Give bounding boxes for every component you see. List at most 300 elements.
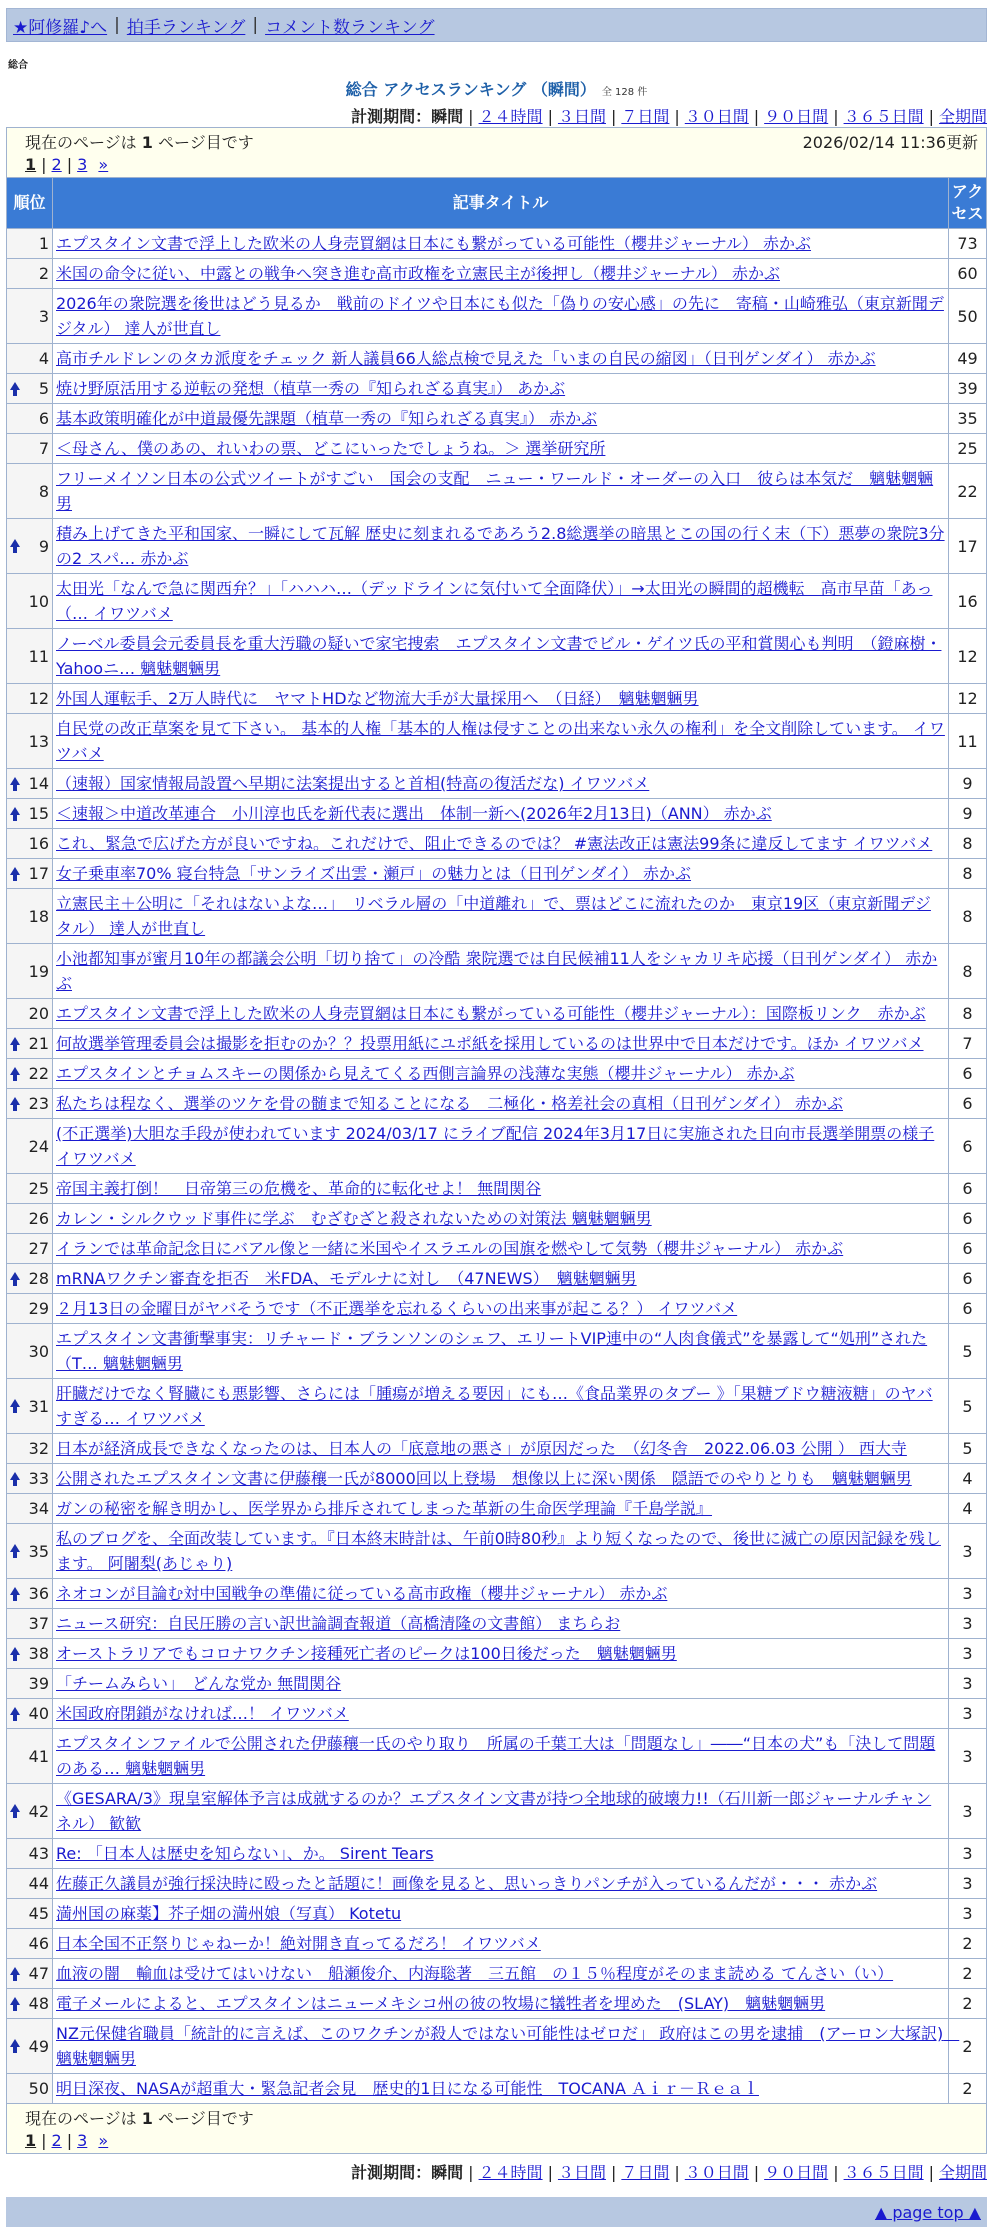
title-cell <box>53 859 949 889</box>
period-separator: | <box>753 2163 760 2182</box>
page-separator: | <box>41 2131 47 2150</box>
article-link[interactable]: 米国の命令に従い、中露との戦争へ突き進む高市政権を立憲民主が後押し（櫻井ジャーナル） 赤かぶ <box>56 264 780 283</box>
rank-cell <box>7 1524 53 1579</box>
table-row <box>7 1959 987 1989</box>
title-cell <box>53 1989 949 2019</box>
title-cell <box>53 1264 949 1294</box>
top-nav-bar <box>6 8 987 42</box>
title-cell <box>53 1899 949 1929</box>
article-link[interactable]: ガンの秘密を解き明かし、医学界から排斥されてしまった革新の生命医学理論『千島学説』 <box>56 1499 713 1518</box>
table-row <box>7 889 987 944</box>
nav-separator: | <box>114 15 120 35</box>
access-count: 6 <box>949 1234 987 1264</box>
page-link[interactable]: 3 <box>77 2131 88 2150</box>
access-count: 3 <box>949 1609 987 1639</box>
rank-number: 23 <box>28 1094 49 1113</box>
access-count: 3 <box>949 1869 987 1899</box>
ranking-table <box>6 177 987 2104</box>
rank-cell <box>7 1029 53 1059</box>
title-cell <box>53 1294 949 1324</box>
rank-number: 17 <box>28 864 49 883</box>
article-link[interactable]: 外国人運転手、2万人時代に ヤマトHDなど物流大手が大量採用へ （日経） 魑魅魍魎男 <box>56 689 699 708</box>
rank-number: 35 <box>28 1541 49 1561</box>
rank-up-icon <box>10 1037 20 1045</box>
title-cell <box>53 434 949 464</box>
access-count: 2 <box>949 1929 987 1959</box>
rank-number: 5 <box>38 379 49 398</box>
table-row <box>7 1839 987 1869</box>
rank-up-icon <box>10 1587 20 1595</box>
rank-number: 14 <box>28 774 49 793</box>
period-link[interactable]: ３０日間 <box>684 107 749 126</box>
rank-up-icon <box>10 1997 20 2005</box>
rank-cell <box>7 1264 53 1294</box>
table-row <box>7 1609 987 1639</box>
rank-cell <box>7 1989 53 2019</box>
article-link[interactable]: 太田光「なんで急に関西弁？」「ハハハ…（デッドラインに気付いて全面降伏）」→太田光の瞬間的超機転 高市早苗「あっ（… イワツバメ <box>56 579 933 623</box>
rank-cell <box>7 1699 53 1729</box>
table-row <box>7 1869 987 1899</box>
rank-cell <box>7 769 53 799</box>
title-cell <box>53 519 949 574</box>
rank-cell <box>7 1234 53 1264</box>
access-count: 12 <box>949 629 987 684</box>
article-link[interactable]: 女子乗車率70% 寝台特急「サンライズ出雲・瀬戸」の魅力とは（日刊ゲンダイ） 赤かぶ <box>56 864 692 883</box>
rank-cell <box>7 1464 53 1494</box>
access-count: 8 <box>949 944 987 999</box>
rank-cell <box>7 259 53 289</box>
rank-number: 7 <box>38 439 49 458</box>
rank-cell <box>7 1729 53 1784</box>
article-link[interactable]: エプスタインとチョムスキーの関係から見えてくる西側言論界の浅薄な実態（櫻井ジャーナル） 赤かぶ <box>56 1064 795 1083</box>
rank-number: 18 <box>28 906 49 926</box>
access-count: 35 <box>949 404 987 434</box>
article-link[interactable]: ＜速報＞中道改革連合 小川淳也氏を新代表に選出 体制一新へ(2026年2月13日)（ANN） 赤かぶ <box>56 804 772 823</box>
rank-number: 43 <box>28 1844 49 1863</box>
title-cell <box>53 344 949 374</box>
access-count: 6 <box>949 1264 987 1294</box>
access-count: 3 <box>949 1784 987 1839</box>
article-link[interactable]: これ、緊急で広げた方が良いですね。これだけで、阻止できるのでは？ #憲法改正は憲法99条に違反してます イワツバメ <box>56 834 933 853</box>
rank-number: 2 <box>38 264 49 283</box>
rank-number: 8 <box>38 481 49 501</box>
table-row <box>7 1119 987 1174</box>
period-label: 計測期間： <box>351 2163 432 2182</box>
rank-number: 6 <box>38 409 49 428</box>
title-cell <box>53 1089 949 1119</box>
rank-number: 27 <box>28 1239 49 1258</box>
pager-bottom <box>6 2104 987 2154</box>
access-count: 3 <box>949 1639 987 1669</box>
rank-cell <box>7 1089 53 1119</box>
table-row <box>7 574 987 629</box>
access-count: 6 <box>949 1089 987 1119</box>
page-current: 1 <box>25 155 37 174</box>
rank-number: 3 <box>38 306 49 326</box>
page-current: 1 <box>25 2131 37 2150</box>
rank-up-icon <box>10 807 20 815</box>
table-row <box>7 1989 987 2019</box>
title-cell <box>53 799 949 829</box>
table-row <box>7 1264 987 1294</box>
rank-number: 15 <box>28 804 49 823</box>
title-cell <box>53 289 949 344</box>
title-cell <box>53 944 949 999</box>
table-row <box>7 1494 987 1524</box>
access-count: 7 <box>949 1029 987 1059</box>
page-link[interactable]: 2 <box>51 155 62 174</box>
access-count: 6 <box>949 1119 987 1174</box>
rank-cell <box>7 1899 53 1929</box>
rank-cell <box>7 519 53 574</box>
access-count: 5 <box>949 1379 987 1434</box>
period-separator: | <box>610 107 617 126</box>
rank-number: 44 <box>28 1874 49 1893</box>
total-count: 全 128 件 <box>601 87 648 98</box>
rank-cell <box>7 629 53 684</box>
article-link[interactable]: 私たちは程なく、選挙のツケを骨の髄まで知ることになる 二極化・格差社会の真相（日刊ゲンダイ） 赤かぶ <box>56 1094 844 1113</box>
period-link[interactable]: ３日間 <box>557 107 606 126</box>
rank-cell <box>7 374 53 404</box>
article-link[interactable]: （速報）国家情報局設置へ早期に法案提出すると首相(特高の復活だな) イワツバメ <box>56 774 650 793</box>
access-count: 8 <box>949 829 987 859</box>
table-row <box>7 1204 987 1234</box>
rank-cell <box>7 1059 53 1089</box>
table-row <box>7 519 987 574</box>
page-link[interactable]: 2 <box>51 2131 62 2150</box>
table-row <box>7 999 987 1029</box>
article-link[interactable]: エプスタイン文書で浮上した欧米の人身売買網は日本にも繋がっている可能性（櫻井ジャーナル） 赤かぶ <box>56 234 812 253</box>
article-link[interactable]: 佐藤正久議員が強行採決時に殴ったと話題に！画像を見ると、思いっきりパンチが入っているんだが・・・ 赤かぶ <box>56 1874 878 1893</box>
period-separator: | <box>547 107 553 126</box>
title-cell <box>53 1839 949 1869</box>
rank-cell <box>7 714 53 769</box>
table-row <box>7 829 987 859</box>
page-separator: | <box>66 2131 73 2150</box>
article-link[interactable]: カレン・シルクウッド事件に学ぶ むざむざと殺されないための対策法 魑魅魍魎男 <box>56 1209 652 1228</box>
article-link[interactable]: mRNAワクチン審査を拒否 米FDA、モデルナに対し （47NEWS） 魑魅魍魎男 <box>56 1269 637 1288</box>
table-row <box>7 944 987 999</box>
title-cell <box>53 1524 949 1579</box>
article-link[interactable]: 高市チルドレンのタカ派度をチェック 新人議員66人総点検で見えた「いまの自民の縮図」（日刊ゲンダイ） 赤かぶ <box>56 349 876 368</box>
page-link[interactable]: 3 <box>77 155 88 174</box>
access-count: 3 <box>949 1524 987 1579</box>
access-count: 2 <box>949 1989 987 2019</box>
rank-number: 31 <box>28 1396 49 1416</box>
article-link[interactable]: 公開されたエプスタイン文書に伊藤穰一氏が8000回以上登場 想像以上に深い関係 隠語でのやりとりも 魑魅魍魎男 <box>56 1469 912 1488</box>
period-separator: | <box>547 2163 553 2182</box>
rank-cell <box>7 799 53 829</box>
table-row <box>7 1639 987 1669</box>
title-cell <box>53 229 949 259</box>
article-link[interactable]: オーストラリアでもコロナワクチン接種死亡者のピークは100日後だった 魑魅魍魎男 <box>56 1644 677 1663</box>
rank-cell <box>7 829 53 859</box>
access-count: 8 <box>949 999 987 1029</box>
table-row <box>7 1059 987 1089</box>
rank-number: 25 <box>28 1179 49 1198</box>
page-links <box>25 2131 978 2150</box>
table-row <box>7 1784 987 1839</box>
updated-time: 2026/02/14 11:36更新 <box>802 133 978 152</box>
next-page-link[interactable]: » <box>98 155 109 174</box>
rank-number: 26 <box>28 1209 49 1228</box>
article-link[interactable]: 米国政府閉鎖がなければ…！ イワツバメ <box>56 1704 349 1723</box>
rank-number: 37 <box>28 1614 49 1633</box>
rank-cell <box>7 1434 53 1464</box>
period-link[interactable]: ７日間 <box>621 2163 670 2182</box>
rank-up-icon <box>10 1707 20 1715</box>
comment-ranking-link[interactable]: コメント数ランキング <box>265 17 435 38</box>
count-header: アクセス <box>949 178 987 229</box>
article-link[interactable]: NZ元保健省職員「統計的に言えば、このワクチンが殺人ではない可能性はゼロだ」 政府はこの男を逮捕 (アーロン大塚訳) 魑魅魍魎男 <box>56 2024 960 2068</box>
article-link[interactable]: 私のブログを、全面改装しています。『日本終末時計は、午前0時80秒』より短くなったので、後世に滅亡の原因記録を残します。 阿闍梨(あじゃり) <box>56 1529 941 1573</box>
title-cell <box>53 1494 949 1524</box>
title-cell <box>53 629 949 684</box>
period-link[interactable]: ７日間 <box>621 107 670 126</box>
rank-cell <box>7 1929 53 1959</box>
rank-up-icon <box>10 1804 20 1812</box>
rank-number: 49 <box>28 2036 49 2056</box>
period-link[interactable]: ３６５日間 <box>843 107 924 126</box>
rank-cell <box>7 2019 53 2074</box>
article-link[interactable]: エプスタイン文書で浮上した欧米の人身売買網は日本にも繋がっている可能性（櫻井ジャーナル）：国際板リンク 赤かぶ <box>56 1004 926 1023</box>
article-link[interactable]: イランでは革命記念日にバアル像と一緒に米国やイスラエルの国旗を燃やして気勢（櫻井ジャーナル） 赤かぶ <box>56 1239 844 1258</box>
access-count: 17 <box>949 519 987 574</box>
rank-cell <box>7 229 53 259</box>
rank-cell <box>7 1869 53 1899</box>
title-cell <box>53 404 949 434</box>
access-count: 50 <box>949 289 987 344</box>
article-link[interactable]: 基本政策明確化が中道最優先課題（植草一秀の『知られざる真実』） 赤かぶ <box>56 409 598 428</box>
next-page-link[interactable]: » <box>98 2131 109 2150</box>
title-cell <box>53 1029 949 1059</box>
article-link[interactable]: 電子メールによると、エプスタインはニューメキシコ州の彼の牧場に犠牲者を埋めた (SLAY) 魑魅魍魎男 <box>56 1994 826 2013</box>
access-count: 3 <box>949 1669 987 1699</box>
page-links <box>25 155 978 174</box>
title-cell <box>53 829 949 859</box>
title-cell <box>53 574 949 629</box>
access-count: 3 <box>949 1729 987 1784</box>
page-separator: | <box>66 155 73 174</box>
article-link[interactable]: フリーメイソン日本の公式ツイートがすごい 国会の支配 ニュー・ワールド・オーダーの入口 彼らは本気だ 魑魅魍魎男 <box>56 469 934 513</box>
article-link[interactable]: 「チームみらい」 どんな党か 無間関谷 <box>56 1674 342 1693</box>
rank-number: 16 <box>28 834 49 853</box>
rank-cell <box>7 2074 53 2104</box>
rank-number: 12 <box>28 689 49 708</box>
rank-cell <box>7 684 53 714</box>
article-link[interactable]: 小池都知事が蜜月10年の都議会公明「切り捨て」の冷酷 衆院選では自民候補11人をシャカリキ応援（日刊ゲンダイ） 赤かぶ <box>56 949 938 993</box>
rank-number: 42 <box>28 1801 49 1821</box>
rank-cell <box>7 999 53 1029</box>
table-row <box>7 1029 987 1059</box>
period-link[interactable]: ２４時間 <box>478 2163 543 2182</box>
access-count: 6 <box>949 1204 987 1234</box>
period-link[interactable]: ９０日間 <box>764 107 829 126</box>
rank-number: 1 <box>38 234 49 253</box>
page-title <box>6 77 987 100</box>
table-row <box>7 1699 987 1729</box>
period-link[interactable]: ２４時間 <box>478 107 543 126</box>
access-count: 5 <box>949 1324 987 1379</box>
rank-up-icon <box>10 867 20 875</box>
rank-number: 24 <box>28 1136 49 1156</box>
article-link[interactable]: 《GESARA/3》現皇室解体予言は成就するのか？エプスタイン文書が持つ全地球的破壊力!!（石川新一郎ジャーナルチャンネル） 歓歓 <box>56 1789 932 1833</box>
rank-up-icon <box>10 777 20 785</box>
rank-number: 39 <box>28 1674 49 1693</box>
table-row <box>7 404 987 434</box>
table-row <box>7 289 987 344</box>
article-link[interactable]: 自民党の改正草案を見て下さい。 基本的人権「基本的人権は侵すことの出来ない永久の権利」を全文削除しています。 イワツバメ <box>56 719 945 763</box>
rank-number: 22 <box>28 1064 49 1083</box>
table-row <box>7 259 987 289</box>
rank-cell <box>7 1959 53 1989</box>
page-separator: | <box>41 155 47 174</box>
period-link[interactable]: ３０日間 <box>684 2163 749 2182</box>
article-link[interactable]: ２月13日の金曜日がヤバそうです（不正選挙を忘れるくらいの出来事が起こる？） イワツバメ <box>56 1299 738 1318</box>
article-link[interactable]: (不正選挙)大胆な手段が使われています 2024/03/17 にライブ配信 2024年3月17日に実施された日向市長選挙開票の様子 イワツバメ <box>56 1124 935 1168</box>
title-cell <box>53 889 949 944</box>
table-row <box>7 1434 987 1464</box>
article-link[interactable]: エプスタイン文書衝撃事実：リチャード・ブランソンのシェフ、エリートVIP連中の“人肉食儀式”を暴露して“処刑”された（T… 魑魅魍魎男 <box>56 1329 928 1373</box>
rank-up-icon <box>10 1472 20 1480</box>
article-link[interactable]: 肝臓だけでなく腎臓にも悪影響、さらには「腫瘍が増える要因」にも…《食品業界のタブー 》「果糖ブドウ糖液糖」のヤバすぎる… イワツバメ <box>56 1384 933 1428</box>
period-separator: | <box>833 107 839 126</box>
rank-up-icon <box>10 539 20 547</box>
rank-cell <box>7 1839 53 1869</box>
rank-number: 9 <box>38 536 49 556</box>
article-link[interactable]: 日本全国不正祭りじゃねーか！絶対開き直ってるだろ！ イワツバメ <box>56 1934 541 1953</box>
title-cell <box>53 1059 949 1089</box>
page-top-link[interactable]: ▲ page top ▲ <box>874 2202 981 2222</box>
applause-ranking-link[interactable]: 拍手ランキング <box>126 17 246 38</box>
period-link[interactable]: ９０日間 <box>764 2163 829 2182</box>
title-cell <box>53 1699 949 1729</box>
rank-cell <box>7 1609 53 1639</box>
table-row <box>7 1089 987 1119</box>
rank-number: 34 <box>28 1499 49 1518</box>
title-cell <box>53 1204 949 1234</box>
access-count: 60 <box>949 259 987 289</box>
title-cell <box>53 1379 949 1434</box>
title-cell <box>53 1729 949 1784</box>
access-count: 3 <box>949 1579 987 1609</box>
rank-up-icon <box>10 1399 20 1407</box>
title-cell <box>53 1174 949 1204</box>
title-cell <box>53 1669 949 1699</box>
period-link[interactable]: ３６５日間 <box>843 2163 924 2182</box>
rank-number: 48 <box>28 1994 49 2013</box>
rank-up-icon <box>10 1272 20 1280</box>
title-cell <box>53 1119 949 1174</box>
title-cell <box>53 259 949 289</box>
rank-cell <box>7 289 53 344</box>
title-cell <box>53 1579 949 1609</box>
title-cell <box>53 684 949 714</box>
article-link[interactable]: Re: 「日本人は歴史を知らない」、か。 Sirent Tears <box>56 1844 434 1863</box>
title-cell <box>53 1324 949 1379</box>
rank-cell <box>7 1324 53 1379</box>
rank-number: 41 <box>28 1746 49 1766</box>
rank-up-icon <box>10 1967 20 1975</box>
access-count: 49 <box>949 344 987 374</box>
period-separator: | <box>468 107 474 126</box>
home-link[interactable]: ★阿修羅♪へ <box>13 17 108 38</box>
article-link[interactable]: ネオコンが目論む対中国戦争の準備に従っている高市政権（櫻井ジャーナル） 赤かぶ <box>56 1584 668 1603</box>
rank-cell <box>7 404 53 434</box>
table-row <box>7 1294 987 1324</box>
article-link[interactable]: 明日深夜、NASAが超重大・緊急記者会見 歴史的1日になる可能性 TOCANA Ａｉｒ－Ｒｅａｌ <box>56 2079 759 2098</box>
rank-cell <box>7 889 53 944</box>
footer-bar <box>6 2197 987 2227</box>
article-link[interactable]: 2026年の衆院選を後世はどう見るか 戦前のドイツや日本にも似た「偽りの安心感」の先に 寄稿・山崎雅弘（東京新聞デジタル） 達人が世直し <box>56 294 944 338</box>
article-link[interactable]: 積み上げてきた平和国家、一瞬にして瓦解 歴史に刻まれるであろう2.8総選挙の暗黒とこの国の行く末（下）悪夢の衆院3分の2 スパ… 赤かぶ <box>56 524 945 568</box>
period-separator: | <box>674 107 680 126</box>
current-page-text: 現在のページは 1 ページ目です <box>25 2109 254 2128</box>
article-link[interactable]: ノーベル委員会元委員長を重大汚職の疑いで家宅捜索 エプスタイン文書でビル・ゲイツ氏の平和賞関心も判明 （鐙麻樹・Yahooニ… 魑魅魍魎男 <box>56 634 942 678</box>
article-link[interactable]: 何故選挙管理委員会は撮影を拒むのか？？投票用紙にユポ紙を採用しているのは世界中で日本だけです。ほか イワツバメ <box>56 1034 924 1053</box>
rank-cell <box>7 944 53 999</box>
rank-number: 50 <box>28 2079 49 2098</box>
rank-up-icon <box>10 1097 20 1105</box>
access-count: 2 <box>949 2019 987 2074</box>
rank-cell <box>7 464 53 519</box>
period-separator: | <box>928 107 934 126</box>
access-count: 8 <box>949 889 987 944</box>
table-row <box>7 2019 987 2074</box>
rank-cell <box>7 1204 53 1234</box>
article-link[interactable]: 帝国主義打倒！ 日帝第三の危機を、革命的に転化せよ！ 無間関谷 <box>56 1179 542 1198</box>
access-count: 39 <box>949 374 987 404</box>
rank-cell <box>7 1294 53 1324</box>
rank-cell <box>7 434 53 464</box>
rank-number: 28 <box>28 1269 49 1288</box>
period-link[interactable]: 全期間 <box>938 107 987 126</box>
rank-number: 40 <box>28 1704 49 1723</box>
access-count: 6 <box>949 1294 987 1324</box>
rank-number: 38 <box>28 1644 49 1663</box>
article-link[interactable]: 血液の闇 輸血は受けてはいけない 船瀬俊介、内海聡著 三五館 の１５％程度がそのまま読める てんさい（い） <box>56 1964 894 1983</box>
table-row <box>7 1464 987 1494</box>
rank-number: 19 <box>28 961 49 981</box>
article-link[interactable]: 立憲民主＋公明に「それはないよな…」 リベラル層の「中道離れ」で、票はどこに流れたのか 東京19区（東京新聞デジタル） 達人が世直し <box>56 894 931 938</box>
access-count: 3 <box>949 1839 987 1869</box>
period-link[interactable]: 全期間 <box>938 2163 987 2182</box>
period-label: 計測期間： <box>351 107 432 126</box>
access-count: 9 <box>949 769 987 799</box>
access-count: 5 <box>949 1434 987 1464</box>
period-link[interactable]: ３日間 <box>557 2163 606 2182</box>
rank-number: 30 <box>28 1341 49 1361</box>
article-link[interactable]: 焼け野原活用する逆転の発想（植草一秀の『知られざる真実』） あかぶ <box>56 379 566 398</box>
nav-separator: | <box>252 15 259 35</box>
access-count: 73 <box>949 229 987 259</box>
table-row <box>7 769 987 799</box>
article-link[interactable]: ＜母さん、僕のあの、れいわの票、どこにいったでしょうね。＞ 選挙研究所 <box>56 439 606 458</box>
rank-number: 29 <box>28 1299 49 1318</box>
article-link[interactable]: ニュース研究：自民圧勝の言い訳世論調査報道（高橋清隆の文書館） まちらお <box>56 1614 621 1633</box>
rank-cell <box>7 1174 53 1204</box>
rank-cell <box>7 1494 53 1524</box>
article-link[interactable]: 満州国の麻薬】芥子畑の満州娘（写真） Kotetu <box>56 1904 402 1923</box>
title-cell <box>53 769 949 799</box>
article-link[interactable]: エプスタインファイルで公開された伊藤穰一氏のやり取り 所属の千葉工大は「問題なし」――“日本の犬”も「決して問題のある… 魑魅魍魎男 <box>56 1734 936 1778</box>
access-count: 3 <box>949 1899 987 1929</box>
rank-cell <box>7 1119 53 1174</box>
title-cell <box>53 464 949 519</box>
article-link[interactable]: 日本が経済成長できなくなったのは、日本人の「底意地の悪さ」が原因だった （幻冬舎 2022.06.03 公開 ） 西大寺 <box>56 1439 907 1458</box>
access-count: 11 <box>949 714 987 769</box>
table-row <box>7 2074 987 2104</box>
